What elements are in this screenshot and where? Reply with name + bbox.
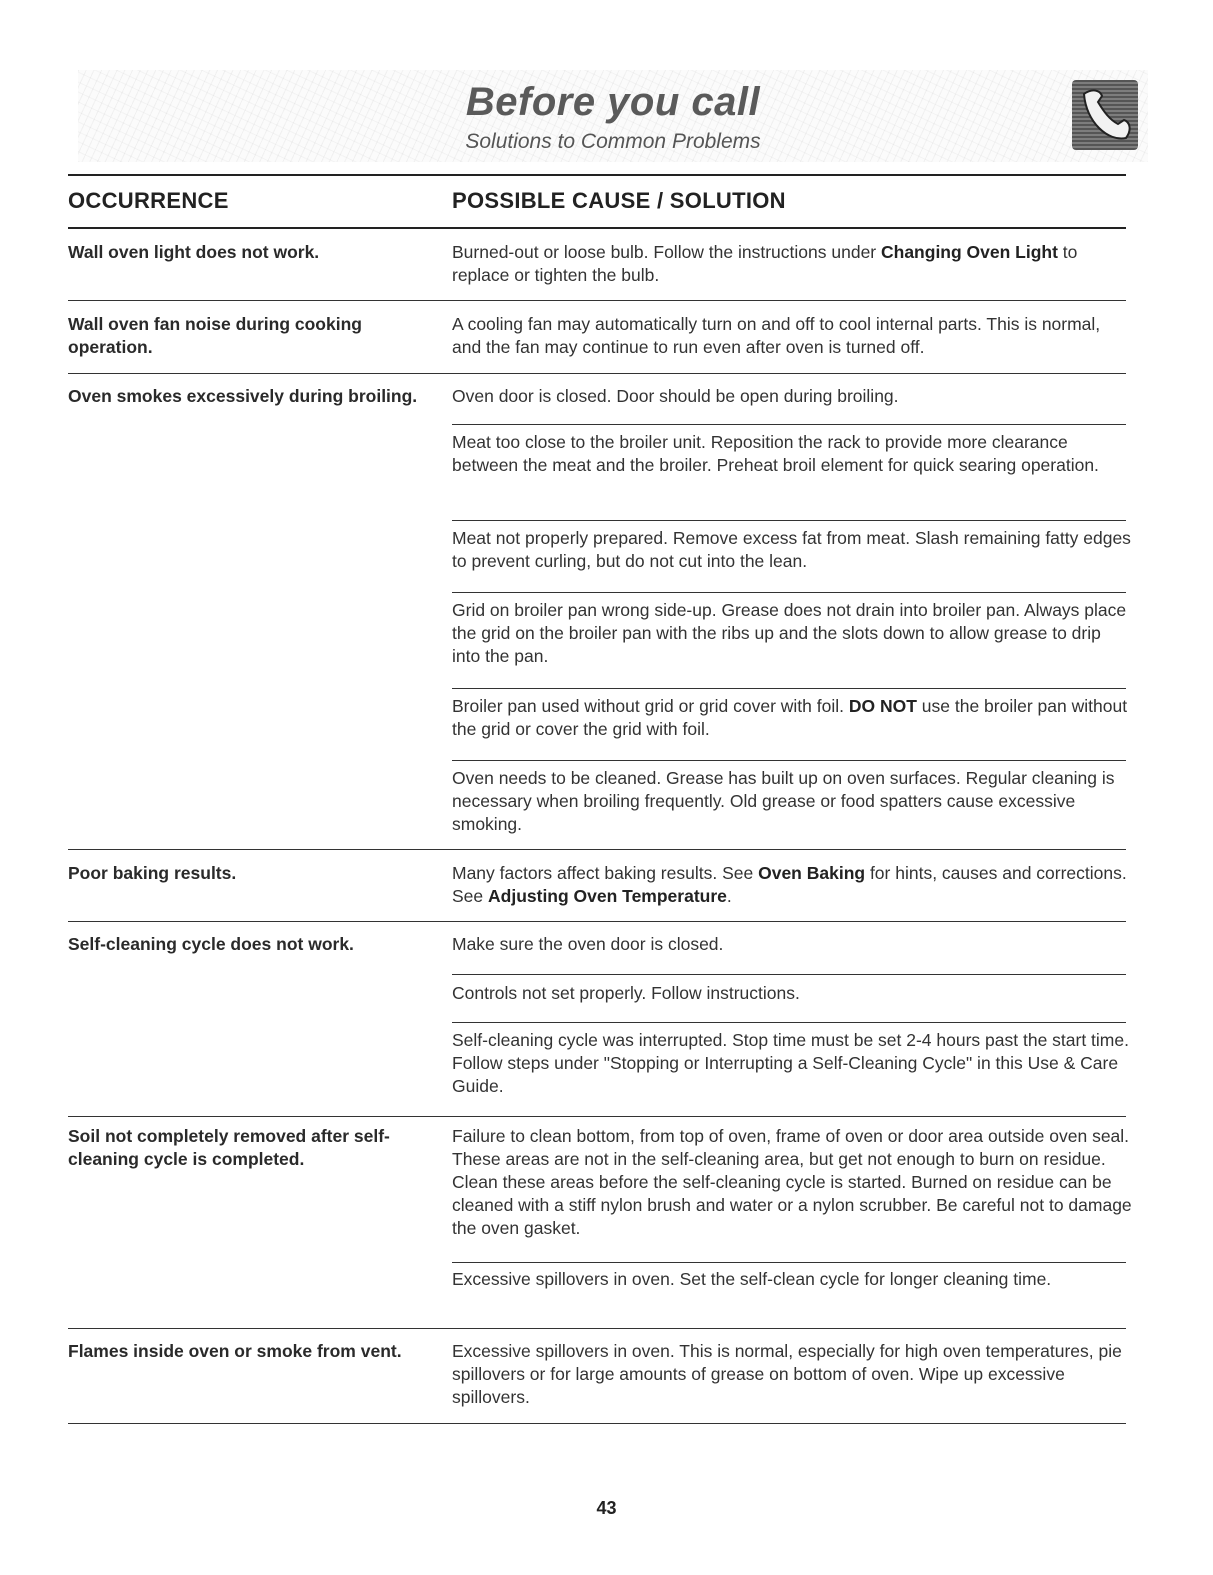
occurrence-self-clean: Self-cleaning cycle does not work. bbox=[68, 934, 354, 954]
solution-meat-prepared: Meat not properly prepared. Remove excess fat from meat. Slash remaining fatty edges to prevent curling, but do not cut into the lean. bbox=[452, 528, 1131, 571]
occurrence-poor-baking: Poor baking results. bbox=[68, 863, 237, 883]
sub-divider bbox=[452, 520, 1126, 521]
solution-fan-noise: A cooling fan may automatically turn on and off to cool internal parts. This is normal, and the fan may continue to run even after oven is turned off. bbox=[452, 314, 1101, 357]
row-divider bbox=[68, 1328, 1126, 1329]
sub-divider bbox=[452, 424, 1126, 425]
cause-header: POSSIBLE CAUSE / SOLUTION bbox=[452, 188, 786, 213]
occurrence-flames: Flames inside oven or smoke from vent. bbox=[68, 1341, 402, 1361]
solution-grid-wrong-side: Grid on broiler pan wrong side-up. Grease does not drain into broiler pan. Always place the grid on the broiler pan with the ribs up and the slots down to allow grease to drip into the pan. bbox=[452, 600, 1127, 666]
solution-door-closed: Oven door is closed. Door should be open during broiling. bbox=[452, 386, 899, 406]
solution-meat-too-close: Meat too close to the broiler unit. Reposition the rack to provide more clearance between the meat and the broiler. Preheat broil element for quick searing operation. bbox=[452, 432, 1099, 475]
sub-divider bbox=[452, 1022, 1126, 1023]
row-divider bbox=[68, 1423, 1126, 1424]
sub-divider bbox=[452, 592, 1126, 593]
occurrence-soil-not-removed: Soil not completely removed after self-cleaning cycle is completed. bbox=[68, 1126, 390, 1169]
page-number: 43 bbox=[596, 1498, 617, 1518]
solution-door-closed-clean: Make sure the oven door is closed. bbox=[452, 934, 724, 954]
occurrence-header: OCCURRENCE bbox=[68, 188, 229, 213]
banner-subtitle: Solutions to Common Problems bbox=[465, 130, 761, 153]
solution-controls: Controls not set properly. Follow instructions. bbox=[452, 983, 800, 1003]
solution-interrupted: Self-cleaning cycle was interrupted. Stop time must be set 2-4 hours past the start time. Follow steps under "Stopping or Interrupting a Self-Cleaning Cycle" in this Use & Care Guide. bbox=[452, 1030, 1129, 1096]
occurrence-smokes-broiling: Oven smokes excessively during broiling. bbox=[68, 386, 418, 406]
row-divider bbox=[68, 1116, 1126, 1117]
sub-divider bbox=[452, 1262, 1126, 1263]
header-bottom-rule bbox=[68, 227, 1126, 229]
solution-spillovers-clean: Excessive spillovers in oven. Set the self-clean cycle for longer cleaning time. bbox=[452, 1269, 1052, 1289]
occurrence-fan-noise: Wall oven fan noise during cooking operation. bbox=[68, 314, 362, 357]
sub-divider bbox=[452, 974, 1126, 975]
banner bbox=[78, 70, 1148, 162]
row-divider bbox=[68, 849, 1126, 850]
row-divider bbox=[68, 373, 1126, 374]
row-divider bbox=[68, 300, 1126, 301]
header-top-rule bbox=[68, 174, 1126, 176]
solution-oven-cleaned: Oven needs to be cleaned. Grease has built up on oven surfaces. Regular cleaning is necessary when broiling frequently. Old grease or food spatters cause excessive smoking. bbox=[452, 768, 1115, 834]
solution-poor-baking: Many factors affect baking results. See Oven Baking for hints, causes and corrections. See Adjusting Oven Temperature. bbox=[452, 863, 1127, 906]
phone-handset-icon bbox=[1072, 80, 1138, 150]
solution-flames: Excessive spillovers in oven. This is normal, especially for high oven temperatures, pie spillovers or for large amounts of grease on bottom of oven. Wipe up excessive spillovers. bbox=[452, 1341, 1122, 1407]
sub-divider bbox=[452, 760, 1126, 761]
sub-divider bbox=[452, 688, 1126, 689]
banner-title: Before you call bbox=[465, 80, 761, 124]
occurrence-light: Wall oven light does not work. bbox=[68, 242, 320, 262]
solution-broiler-pan-foil: Broiler pan used without grid or grid cover with foil. DO NOT use the broiler pan without the grid or cover the grid with foil. bbox=[452, 696, 1128, 739]
solution-failure-clean: Failure to clean bottom, from top of oven, frame of oven or door area outside oven seal. These areas are not in the self-cleaning area, but get not enough to burn on residue. Clean these areas before the self-cleaning cycle is started. Burned on residue can be cleaned with a stiff nylon brush and water or a nylon scrubber. Be careful not to damage the oven gasket. bbox=[452, 1126, 1132, 1238]
row-divider bbox=[68, 921, 1126, 922]
solution-light: Burned-out or loose bulb. Follow the instructions under Changing Oven Light to replace or tighten the bulb. bbox=[452, 242, 1078, 285]
